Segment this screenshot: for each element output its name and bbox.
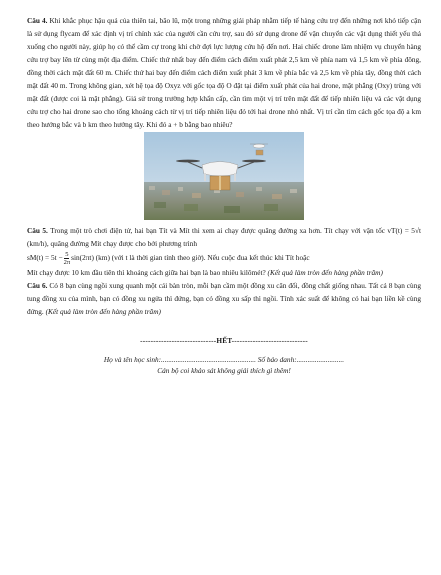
student-info-line: Họ và tên học sinh:.................................................... Số báo danh:.......................... (103, 355, 345, 364)
question-6-label: Câu 6. (27, 281, 48, 290)
question-6-note: (Kết quả làm tròn đến hàng phần trăm) (45, 307, 161, 316)
end-marker: -----------------------------HẾT----------------------------- (140, 336, 308, 345)
question-6 (27, 279, 421, 318)
formula-left: sM(t) = 5t − (27, 253, 63, 262)
proctor-note: Cán bộ coi khảo sát không giải thích gì thêm! (157, 366, 291, 375)
question-4-text: Khi khắc phục hậu quả của thiên tai, bão lũ, một trong những giải pháp nhằm tiếp tế hàng cứu trợ đến những nơi khó tiếp cận là sử dụng flycam để xác định vị trí chính xác của người cần cứu trợ, sau đó sử dụng drone để vận chuyển các vật dụng thiết yếu thả xuống cho người này, giúp họ có thể cầm cự trong khi chờ đợi lực lượng cứu hộ đến nơi. Hai chiếc drone làm nhiệm vụ chuyển hàng cứu trợ bay lên từ cùng một địa điểm. Chiếc thứ nhất bay đến điểm cách điểm xuất phát 2,5 km về phía nam và 1,5 km về phía đông, đồng thời cách mặt đất 60 m. Chiếc thứ hai bay đến điểm cách điểm xuất phát 3 km về phía bắc và 2,5 km về phía tây, đồng thời cách mặt đất 40 m. Trong không gian, xét hệ tọa độ Oxyz với gốc tọa độ O đặt tại điểm xuất phát của hai drone, mặt phẳng (Oxy) trùng với mặt đất (được coi là mặt phẳng). Giả sử trong trường hợp khẩn cấp, cần tìm một vị trí trên mặt đất để tiếp nhiên liệu và các vật dụng cứu trợ cho hai drone sao cho tổng khoảng cách từ vị trí tiếp nhiên liệu đó tới hai drone nhỏ nhất. Vị trí cần tìm cách gốc tọa độ a km theo hướng bắc và b km theo hướng tây. Khi đó a + b bằng bao nhiêu? (27, 16, 421, 129)
question-5 (27, 224, 421, 250)
fraction (64, 251, 71, 266)
question-4 (27, 14, 421, 131)
figure-container (27, 132, 421, 220)
formula-right: sin(2πt) (km) (với t là thời gian tính theo giờ). Nếu cuộc đua kết thúc khi Tít hoặc (71, 253, 310, 262)
drone-photo (144, 132, 304, 220)
question-6-text: Có 8 bạn cùng ngồi xung quanh một cái bàn tròn, mỗi bạn cầm một đồng xu cân đối, đồng chất giống nhau. Tất cả 8 bạn cùng tung đồng xu của mình, bạn có đồng xu ngửa thì đứng, bạn có đồng xu sấp thì ngồi. Tính xác suất để không có hai bạn liền kề cùng đứng. (27, 281, 421, 316)
question-5-text-2: Mít chạy được 10 km đầu tiên thì khoảng cách giữa hai bạn là bao nhiêu kilômét? (27, 268, 266, 277)
question-5-label: Câu 5. (27, 226, 48, 235)
fraction-denominator: 2π (63, 258, 71, 266)
fraction-numerator: 5 (65, 250, 69, 258)
question-5-continued (27, 266, 421, 279)
question-5-formula (27, 250, 421, 266)
question-5-text: Trong một trò chơi điện tử, hai bạn Tít và Mít thi xem ai chạy được quãng đường xa hơn. Tít chạy với vận tốc vT(t) = 5√t (km/h), quãng đường Mít chạy được cho bởi phương trình (27, 226, 421, 248)
question-5-note: (Kết quả làm tròn đến hàng phần trăm) (267, 268, 383, 277)
question-4-label: Câu 4. (27, 16, 48, 25)
